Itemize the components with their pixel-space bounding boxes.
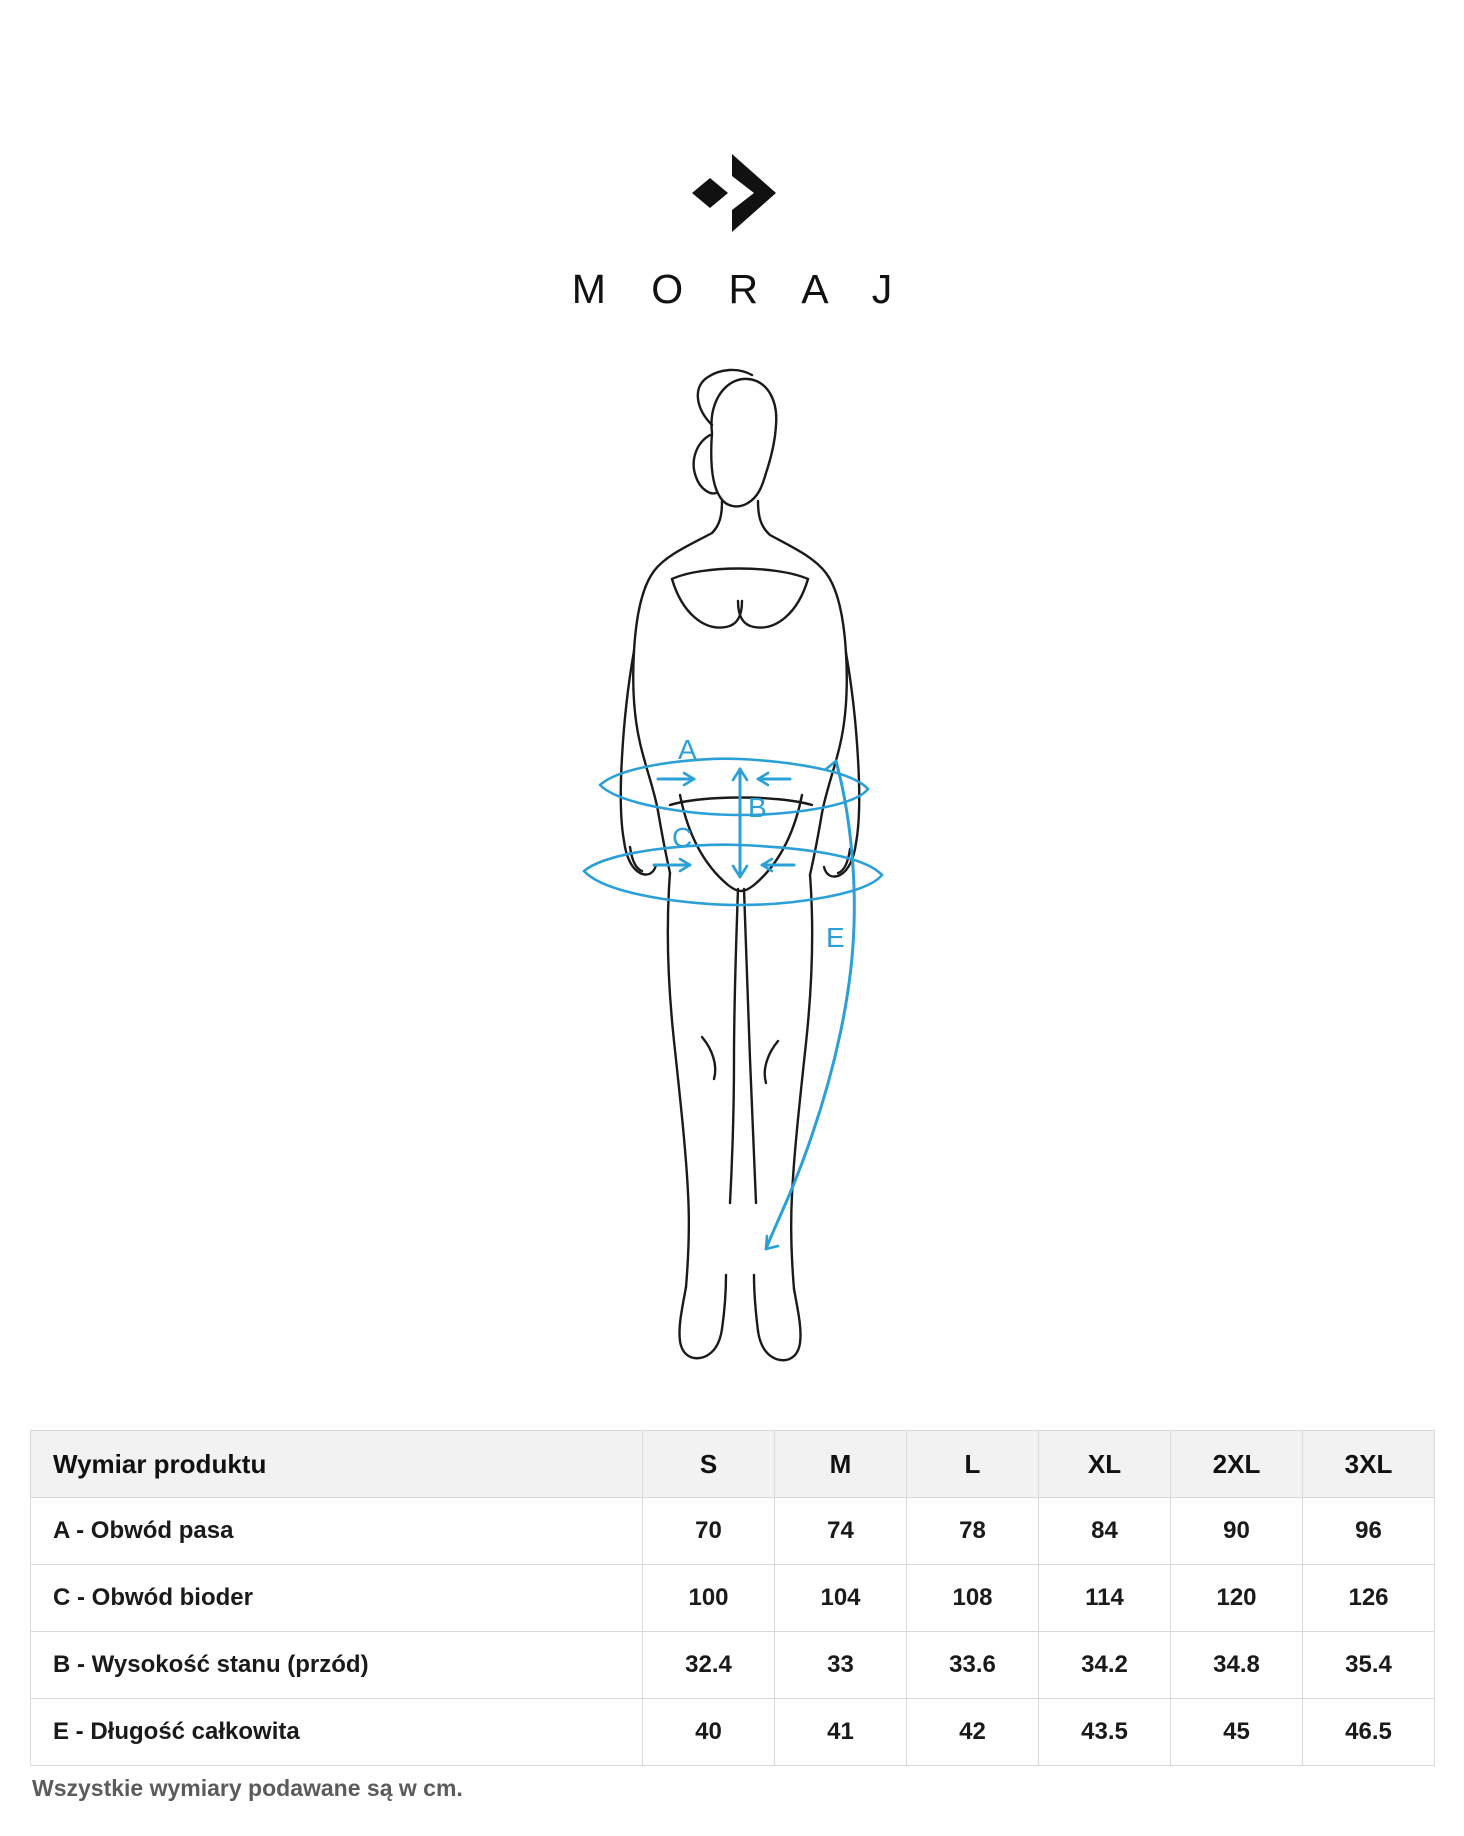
cell-length-l: 42 <box>907 1699 1039 1766</box>
cell-waist-2xl: 90 <box>1171 1498 1303 1565</box>
cell-waist-m: 74 <box>775 1498 907 1565</box>
header-measurement: Wymiar produktu <box>31 1431 643 1498</box>
cell-length-3xl: 46.5 <box>1303 1699 1435 1766</box>
marker-label-b: B <box>748 792 767 823</box>
cell-waist-xl: 84 <box>1039 1498 1171 1565</box>
header-size-3xl: 3XL <box>1303 1431 1435 1498</box>
row-label-waist: A - Obwód pasa <box>31 1498 643 1565</box>
table-row <box>31 1699 1435 1766</box>
brand-header <box>0 0 1464 313</box>
cell-length-s: 40 <box>643 1699 775 1766</box>
female-body-silhouette-icon <box>562 365 902 1375</box>
size-table <box>30 1430 1435 1766</box>
cell-hips-l: 108 <box>907 1565 1039 1632</box>
cell-hips-3xl: 126 <box>1303 1565 1435 1632</box>
brand-name: M O R A J <box>571 266 910 312</box>
cell-rise-s: 32.4 <box>643 1632 775 1699</box>
header-size-s: S <box>643 1431 775 1498</box>
table-row <box>31 1498 1435 1565</box>
size-table-container <box>30 1430 1434 1766</box>
marker-label-a: A <box>678 734 697 765</box>
table-row <box>31 1565 1435 1632</box>
body-diagram <box>0 365 1464 1375</box>
row-label-rise: B - Wysokość stanu (przód) <box>31 1632 643 1699</box>
row-label-hips: C - Obwód bioder <box>31 1565 643 1632</box>
cell-rise-2xl: 34.8 <box>1171 1632 1303 1699</box>
cell-hips-xl: 114 <box>1039 1565 1171 1632</box>
units-footnote: Wszystkie wymiary podawane są w cm. <box>32 1775 463 1801</box>
cell-waist-3xl: 96 <box>1303 1498 1435 1565</box>
header-size-m: M <box>775 1431 907 1498</box>
cell-rise-3xl: 35.4 <box>1303 1632 1435 1699</box>
header-size-l: L <box>907 1431 1039 1498</box>
table-row <box>31 1632 1435 1699</box>
cell-length-2xl: 45 <box>1171 1699 1303 1766</box>
header-size-xl: XL <box>1039 1431 1171 1498</box>
table-header-row <box>31 1431 1435 1498</box>
moraj-logo-icon <box>684 150 780 236</box>
cell-rise-xl: 34.2 <box>1039 1632 1171 1699</box>
cell-rise-m: 33 <box>775 1632 907 1699</box>
cell-length-m: 41 <box>775 1699 907 1766</box>
cell-rise-l: 33.6 <box>907 1632 1039 1699</box>
cell-hips-m: 104 <box>775 1565 907 1632</box>
cell-hips-2xl: 120 <box>1171 1565 1303 1632</box>
cell-hips-s: 100 <box>643 1565 775 1632</box>
cell-waist-s: 70 <box>643 1498 775 1565</box>
row-label-length: E - Długość całkowita <box>31 1699 643 1766</box>
cell-length-xl: 43.5 <box>1039 1699 1171 1766</box>
marker-label-e: E <box>826 922 845 953</box>
marker-label-c: C <box>672 822 693 853</box>
header-size-2xl: 2XL <box>1171 1431 1303 1498</box>
cell-waist-l: 78 <box>907 1498 1039 1565</box>
